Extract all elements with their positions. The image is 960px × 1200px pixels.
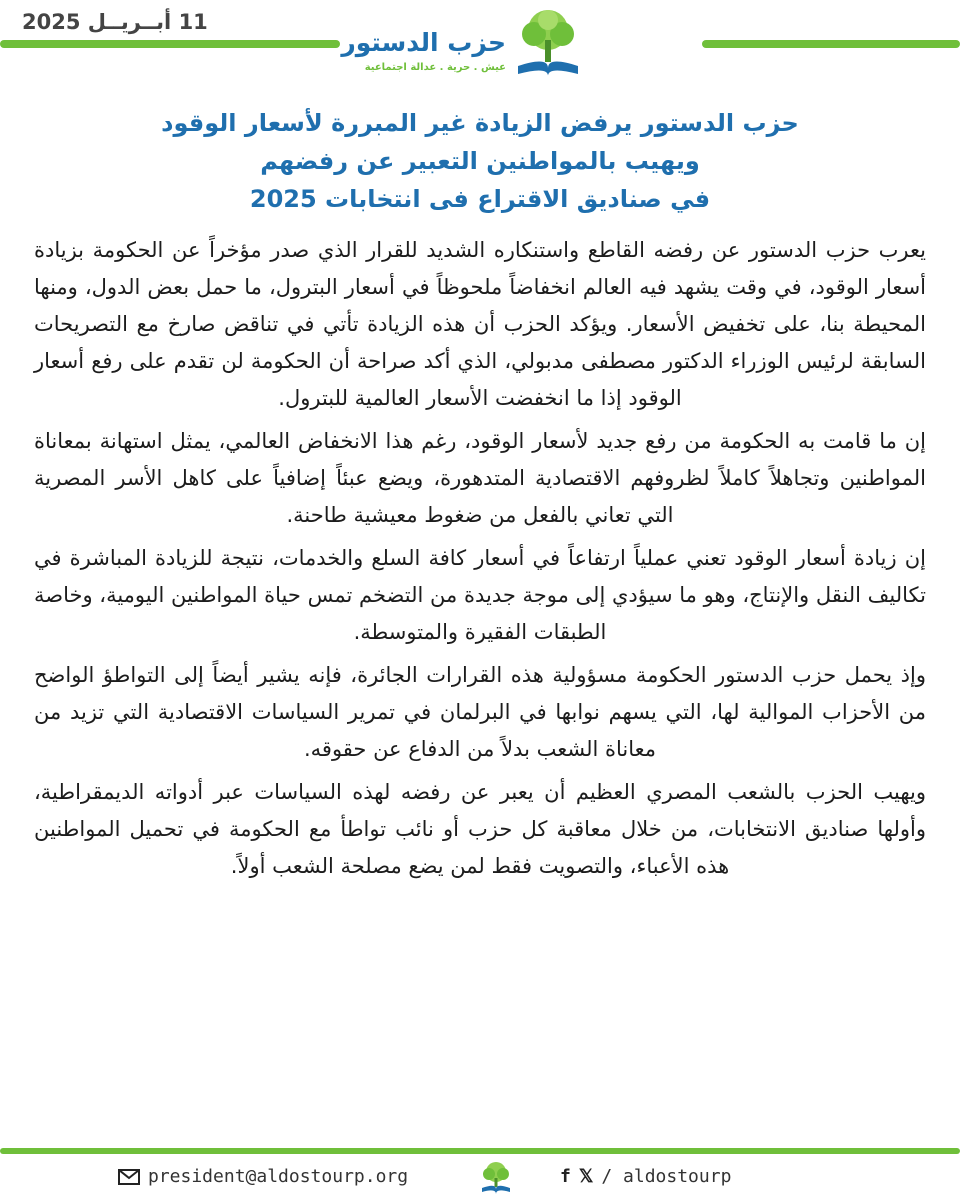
title-line-2: ويهيب بالمواطنين التعبير عن رفضهم xyxy=(260,147,700,175)
email-contact[interactable] xyxy=(118,1166,408,1187)
paragraph-1: يعرب حزب الدستور عن رفضه القاطع واستنكاره الشديد للقرار الذي صدر مؤخراً عن الحكومة بزيادة أسعار الوقود، في وقت يشهد فيه العالم انخفاضاً ملحوظاً في أسعار البترول، ما حمل بعض الدول، ومنها المحيطة بنا، على تخفيض الأسعار. ويؤكد الحزب أن هذه الزيادة تأتي في تناقض صارخ مع التصريحات السابقة لرئيس الوزراء الدكتور مصطفى مدبولي، الذي أكد صراحة أن الحكومة لن تقدم على رفع أسعار الوقود إذا ما انخفضت الأسعار العالمية للبترول. xyxy=(34,238,926,410)
title-line-3: في صناديق الاقتراع فى انتخابات 2025 xyxy=(249,185,711,213)
paragraph-4: وإذ يحمل حزب الدستور الحكومة مسؤولية هذه القرارات الجائرة، فإنه يشير أيضاً إلى التواطؤ الواضح من الأحزاب الموالية لها، التي يسهم نوابها في البرلمان في تمرير السياسات الاقتصادية التي تزيد من معاناة الشعب بدلاً من الدفاع عن حقوقه. xyxy=(34,663,926,761)
paragraph-5: ويهيب الحزب بالشعب المصري العظيم أن يعبر عن رفضه لهذه السياسات عبر أدواته الديمقراطية، وأولها صناديق الانتخابات، من خلال معاقبة كل حزب أو نائب تواطأ مع الحكومة في تحميل المواطنين هذه الأعباء، والتصويت فقط لمن يضع مصلحة الشعب أولاً. xyxy=(34,780,926,878)
logo-party-name: حزب الدستور xyxy=(341,28,506,57)
social-links[interactable] xyxy=(560,1166,731,1187)
statement-body xyxy=(34,232,926,891)
social-handle[interactable]: / aldostourp xyxy=(601,1166,732,1187)
logo-slogan: عيش . حرية . عدالة اجتماعية xyxy=(364,62,506,73)
party-logo xyxy=(341,6,592,84)
tree-book-logo-icon xyxy=(510,6,586,82)
header-divider-right xyxy=(702,40,960,48)
email-address[interactable]: president@aldostourp.org xyxy=(148,1166,409,1187)
mail-icon xyxy=(118,1169,140,1185)
x-twitter-icon[interactable]: 𝕏 xyxy=(578,1166,594,1187)
facebook-icon[interactable]: f xyxy=(560,1166,571,1187)
statement-title xyxy=(60,104,900,218)
release-date: 11 أبــريــل 2025 xyxy=(22,10,208,34)
footer-divider xyxy=(0,1148,960,1154)
header-divider-left xyxy=(0,40,340,48)
footer xyxy=(0,1156,960,1200)
paragraph-3: إن زيادة أسعار الوقود تعني عملياً ارتفاعاً في أسعار كافة السلع والخدمات، نتيجة للزيادة المباشرة في تكاليف النقل والإنتاج، وهو ما سيؤدي إلى موجة جديدة من التضخم تمس حياة المواطنين اليومية، وخاصة الطبقات الفقيرة والمتوسطة. xyxy=(34,546,926,644)
title-line-1: حزب الدستور يرفض الزيادة غير المبررة لأسعار الوقود xyxy=(161,109,799,137)
header xyxy=(0,0,960,100)
footer-logo-icon xyxy=(478,1160,514,1196)
paragraph-2: إن ما قامت به الحكومة من رفع جديد لأسعار الوقود، رغم هذا الانخفاض العالمي، يمثل استهانة بمعاناة المواطنين وتجاهلاً كاملاً لظروفهم الاقتصادية المتدهورة، ويضع عبئاً إضافياً على كاهل الأسر المصرية التي تعاني بالفعل من ضغوط معيشية طاحنة. xyxy=(34,429,926,527)
